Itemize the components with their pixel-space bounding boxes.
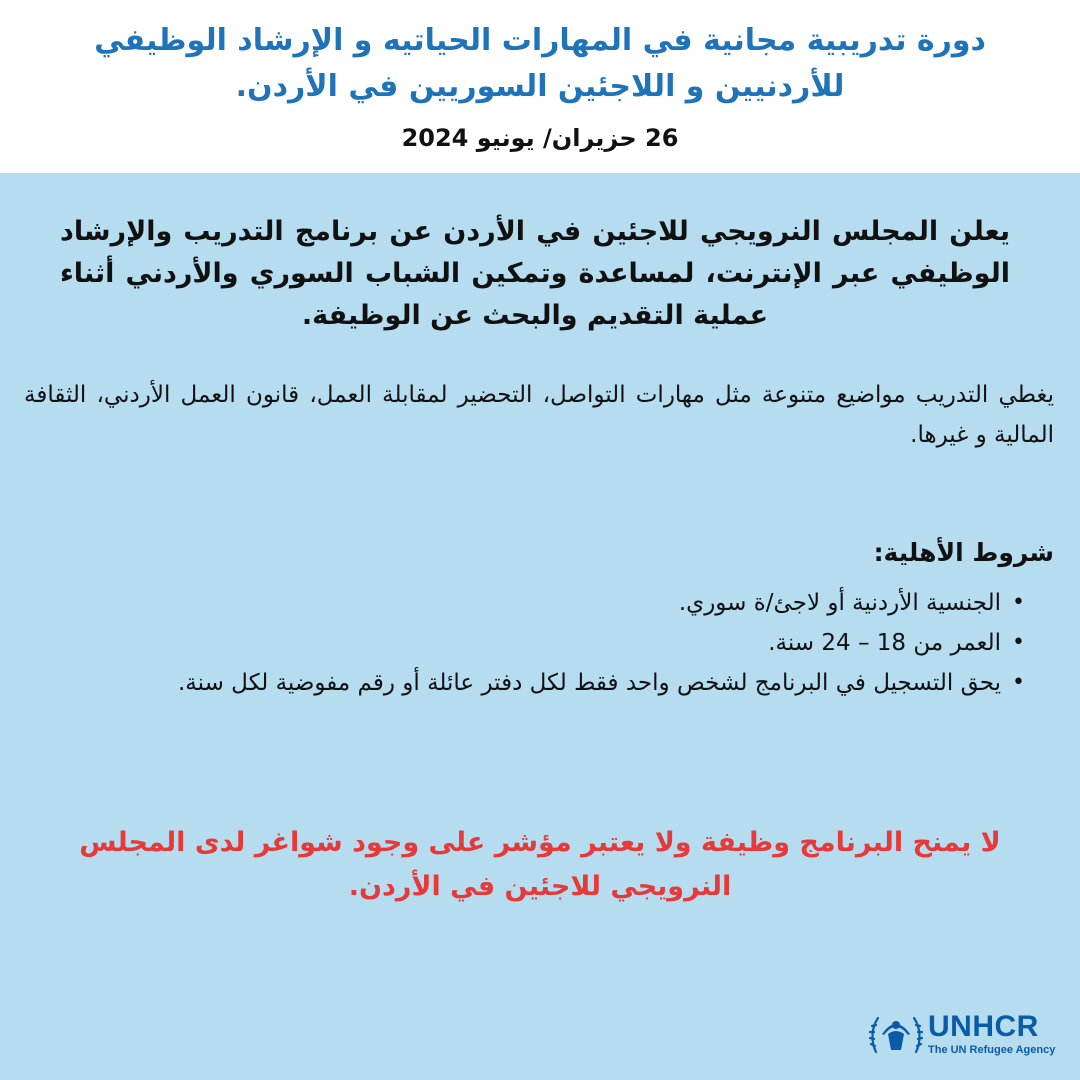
intro-paragraph: يعلن المجلس النرويجي للاجئين في الأردن عن برنامج التدريب والإرشاد الوظيفي عبر الإنترنت، لمساعدة وتمكين الشباب السوري والأردني أثناء عملية التقديم والبحث عن الوظيفة. xyxy=(60,216,1010,331)
disclaimer-notice: لا يمنح البرنامج وظيفة ولا يعتبر مؤشر على وجود شواغر لدى المجلس النرويجي للاجئين في الأردن. xyxy=(79,827,1001,902)
eligibility-item-text: يحق التسجيل في البرنامج لشخص واحد فقط لكل دفتر عائلة أو رقم مفوضية لكل سنة. xyxy=(177,670,1001,696)
list-item xyxy=(24,583,1025,623)
unhcr-emblem-icon xyxy=(868,1008,924,1060)
eligibility-item-text: الجنسية الأردنية أو لاجئ/ة سوري. xyxy=(678,590,1001,616)
list-item xyxy=(24,663,1025,703)
eligibility-item-text: العمر من 18 – 24 سنة. xyxy=(768,630,1001,656)
bullet-icon: • xyxy=(1012,670,1025,695)
logo-text xyxy=(928,1012,1055,1056)
page-title: دورة تدريبية مجانية في المهارات الحياتيه و الإرشاد الوظيفي للأردنيين و اللاجئين السوريين في الأردن. xyxy=(94,23,986,104)
header xyxy=(0,0,1080,173)
logo-name: UNHCR xyxy=(928,1010,1039,1043)
topics-paragraph: يغطي التدريب مواضيع متنوعة مثل مهارات التواصل، التحضير لمقابلة العمل، قانون العمل الأردني، الثقافة المالية و غيرها. xyxy=(24,382,1054,448)
date-line: 26 حزيران/ يونيو 2024 xyxy=(401,124,679,152)
eligibility-list xyxy=(24,583,1025,703)
list-item xyxy=(24,623,1025,663)
bullet-icon: • xyxy=(1012,630,1025,655)
unhcr-logo xyxy=(868,1008,1055,1060)
bullet-icon: • xyxy=(1012,590,1025,615)
eligibility-heading: شروط الأهلية: xyxy=(873,538,1054,567)
content-panel xyxy=(0,173,1080,1080)
logo-tagline: The UN Refugee Agency xyxy=(928,1044,1056,1056)
